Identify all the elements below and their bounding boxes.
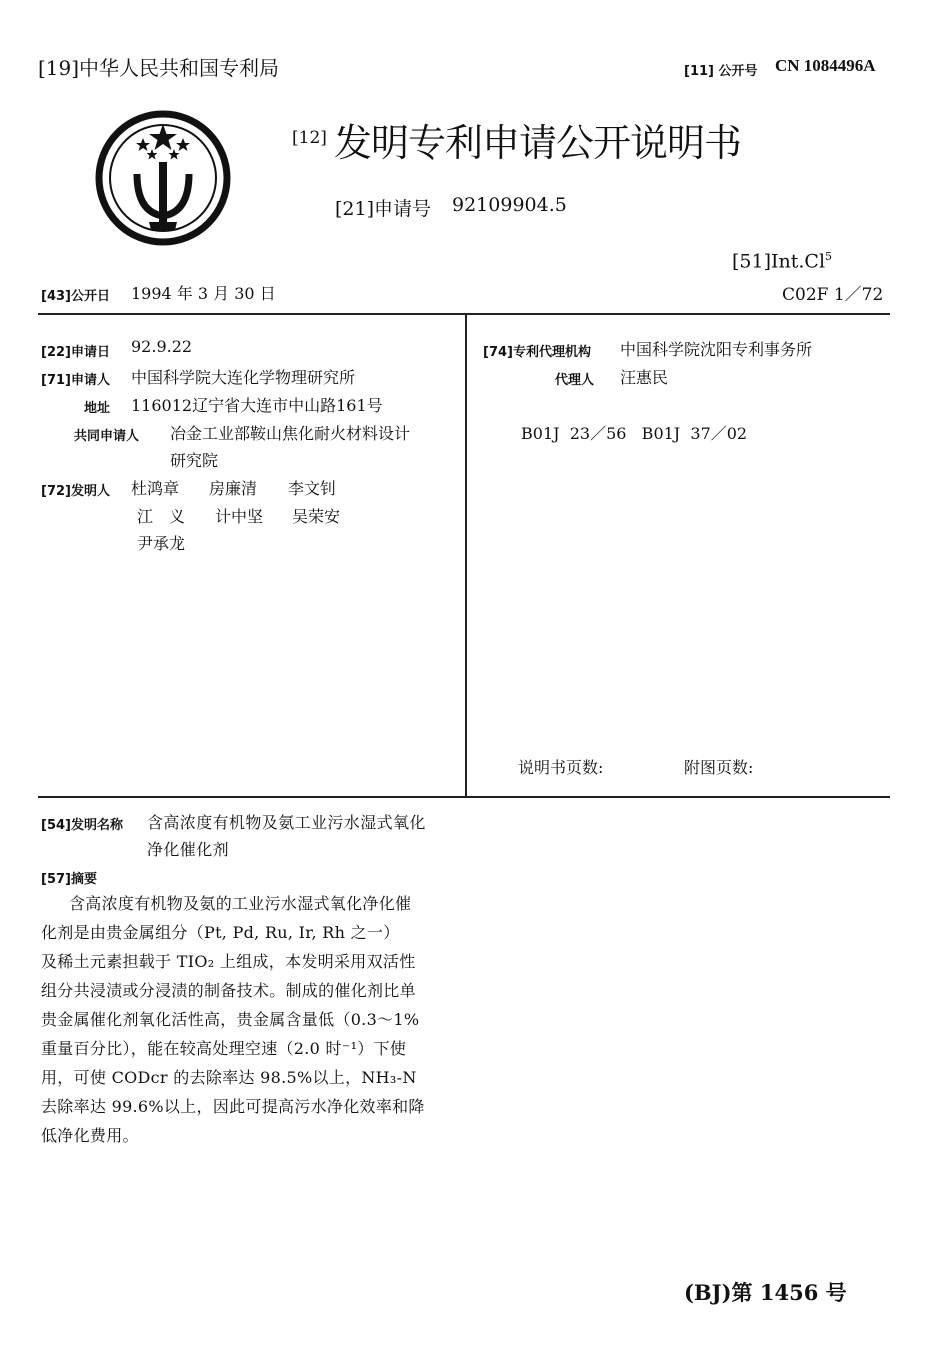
inventor: 吴荣安 [292, 507, 341, 526]
spec-pages-label: 说明书页数: [518, 758, 604, 777]
document-type-title: 发明专利申请公开说明书 [334, 121, 742, 165]
document-type-code: [12] [292, 128, 327, 148]
abstract-line: 重量百分比），能在较高处理空速（2.0 时⁻¹）下使 [41, 1039, 407, 1058]
int-cl-value: C02F 1／72 [782, 285, 884, 305]
agent: 汪惠民 [620, 368, 669, 387]
publication-number-label: [11] 公开号 [684, 64, 758, 79]
inventor: 计中坚 [215, 507, 264, 526]
abstract-line: 低净化费用。 [41, 1126, 139, 1145]
invention-title-label: [54]发明名称 [41, 818, 123, 833]
applicant: 中国科学院大连化学物理研究所 [131, 368, 356, 387]
inventor-label: [72]发明人 [41, 484, 110, 499]
figure-pages-label: 附图页数: [684, 758, 754, 777]
inventor: 尹承龙 [137, 534, 186, 553]
application-number-label: [21]申请号 [335, 198, 432, 220]
publication-date-label: [43]公开日 [41, 289, 110, 304]
address-label: 地址 [84, 401, 111, 416]
column-divider [465, 313, 467, 797]
ipc-codes: B01J 23／56 B01J 37／02 [521, 424, 748, 443]
abstract-line: 及稀土元素担载于 TIO₂ 上组成，本发明采用双活性 [41, 952, 416, 971]
address: 116012辽宁省大连市中山路161号 [131, 396, 383, 415]
co-applicant: 冶金工业部鞍山焦化耐火材料设计 [170, 424, 411, 443]
inventor: 李文钊 [288, 479, 337, 498]
abstract-line: 组分共浸渍或分浸渍的制备技术。制成的催化剂比单 [41, 981, 416, 1000]
abstract-line: 含高浓度有机物及氨的工业污水湿式氧化净化催 [69, 894, 412, 913]
abstract-body [41, 889, 425, 1150]
publication-number: CN 1084496A [775, 56, 876, 75]
inventor: 房廉清 [209, 479, 258, 498]
abstract-label: [57]摘要 [41, 872, 97, 887]
bottom-divider [38, 796, 890, 798]
footer-number: (BJ)第 1456 号 [684, 1280, 847, 1305]
issuing-office: [19]中华人民共和国专利局 [38, 56, 280, 80]
agency-label: [74]专利代理机构 [483, 345, 591, 360]
co-applicant-line2: 研究院 [170, 451, 219, 470]
int-cl-label: [51]Int.Cl$^5$ [732, 250, 833, 273]
abstract-line: 用，可使 CODcr 的去除率达 98.5%以上，NH₃-N [41, 1068, 417, 1087]
applicant-label: [71]申请人 [41, 373, 110, 388]
filing-date-label: [22]申请日 [41, 345, 110, 360]
inventor: 江 义 [137, 507, 186, 526]
inventor: 杜鸿章 [131, 479, 180, 498]
invention-title-line2: 净化催化剂 [147, 840, 230, 859]
invention-title: 含高浓度有机物及氨工业污水湿式氧化 [147, 813, 426, 832]
agency: 中国科学院沈阳专利事务所 [620, 340, 813, 359]
abstract-line: 去除率达 99.6%以上，因此可提高污水净化效率和降 [41, 1097, 425, 1116]
patent-office-emblem [95, 110, 231, 246]
co-applicant-label: 共同申请人 [74, 429, 140, 444]
abstract-line: 贵金属催化剂氧化活性高，贵金属含量低（0.3～1% [41, 1010, 420, 1029]
application-number: 92109904.5 [452, 194, 567, 216]
agent-label: 代理人 [555, 373, 595, 388]
filing-date: 92.9.22 [131, 337, 193, 356]
publication-date: 1994 年 3 月 30 日 [131, 284, 276, 303]
top-divider [38, 313, 890, 315]
abstract-line: 化剂是由贵金属组分（Pt, Pd, Ru, Ir, Rh 之一） [41, 923, 400, 942]
